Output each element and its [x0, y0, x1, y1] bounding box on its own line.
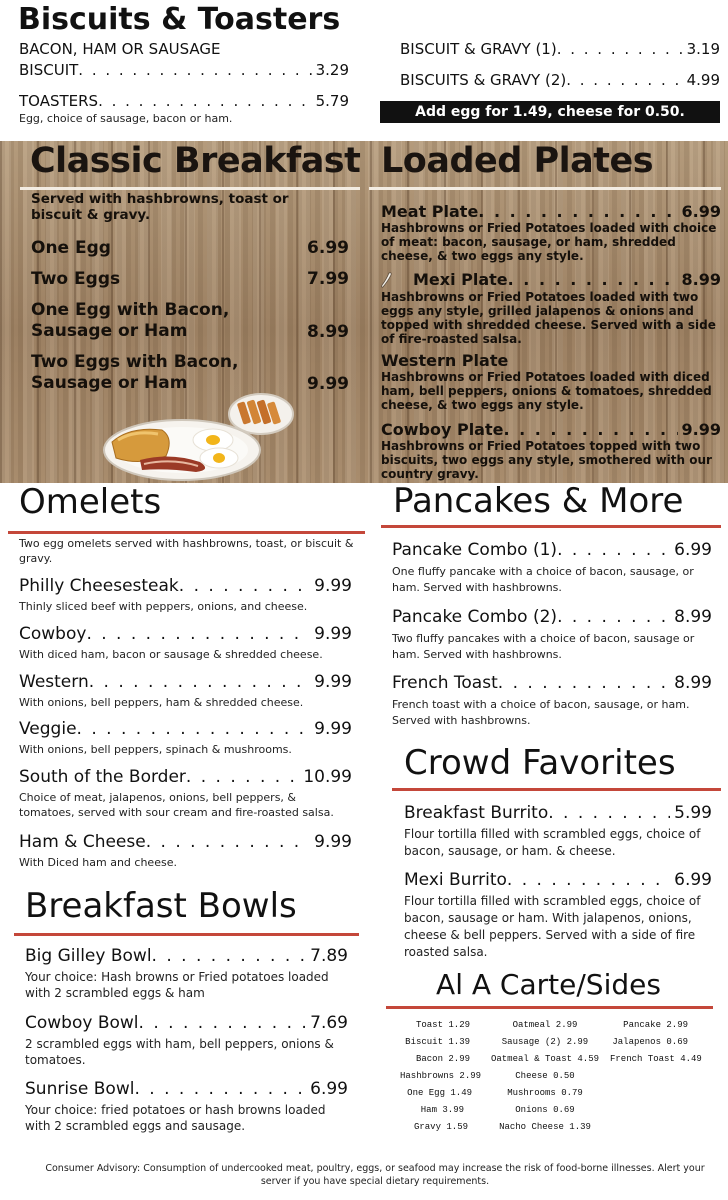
omelet-item	[19, 832, 352, 870]
biscuit-line2: BISCUIT	[19, 61, 79, 79]
gravy2-price: 4.99	[686, 71, 720, 89]
classic-item-one-egg-meat	[31, 300, 349, 342]
side-item: Ham 3.99	[420, 1105, 464, 1115]
loaded-item-desc: Hashbrowns or Fried Potatoes topped with two biscuits, two eggs any style, smothered with our country gravy.	[381, 439, 712, 481]
chili-pepper-icon	[380, 271, 394, 289]
loaded-item-price: 9.99	[681, 420, 721, 439]
omelet-price: 9.99	[314, 832, 352, 852]
bowl-name: Cowboy Bowl	[25, 1013, 139, 1033]
side-item: Bacon 2.99	[415, 1054, 470, 1064]
omelet-name: Cowboy	[19, 624, 87, 644]
omelet-item	[19, 624, 352, 662]
bowl-item	[25, 1079, 348, 1134]
classic-item-price: 6.99	[307, 238, 349, 258]
crowd-price: 5.99	[674, 803, 712, 823]
french-toast-image	[226, 390, 296, 438]
loaded-item-price: 6.99	[681, 202, 721, 221]
toasters-desc: Egg, choice of sausage, bacon or ham.	[19, 112, 233, 125]
side-item: Mushrooms 0.79	[507, 1088, 583, 1098]
biscuit-price: 3.29	[315, 61, 349, 79]
omelet-name: Ham & Cheese	[19, 832, 146, 852]
classic-item-one-egg	[31, 238, 349, 258]
consumer-advisory: Consumer Advisory: Consumption of undercooked meat, poultry, eggs, or seafood may increase the risk of food-borne illnesses. Alert your server if you have special dietary requirements.	[45, 1163, 705, 1187]
omelet-price: 9.99	[314, 576, 352, 596]
biscuits-toasters-title: Biscuits & Toasters	[18, 2, 341, 37]
crowd-name: Breakfast Burrito	[404, 803, 549, 823]
omelet-item	[19, 767, 352, 820]
omelet-desc: With onions, bell peppers, ham & shredded cheese.	[19, 696, 304, 709]
omelet-item	[19, 576, 352, 614]
omelet-name: Veggie	[19, 719, 77, 739]
side-item: Sausage (2) 2.99	[501, 1037, 589, 1047]
side-item: Oatmeal & Toast 4.59	[490, 1054, 600, 1064]
side-item: Nacho Cheese 1.39	[499, 1122, 591, 1132]
omelet-name: Western	[19, 672, 89, 692]
loaded-rule	[369, 187, 721, 190]
pancakes-rule	[381, 525, 721, 528]
omelet-desc: Thinly sliced beef with peppers, onions, and cheese.	[19, 600, 308, 613]
classic-item-name: One Egg with Bacon, Sausage or Ham	[31, 300, 230, 341]
sides-rule	[386, 1006, 713, 1009]
biscuit-line1: BACON, HAM OR SAUSAGE	[19, 40, 221, 58]
pancakes-more-title: Pancakes & More	[393, 481, 684, 521]
bowl-price: 7.89	[310, 946, 348, 966]
toasters-name: TOASTERS	[19, 92, 99, 110]
side-item: Oatmeal 2.99	[512, 1020, 578, 1030]
classic-item-name: One Egg	[31, 238, 111, 258]
classic-item-price: 8.99	[307, 322, 349, 342]
omelet-name: Philly Cheesesteak	[19, 576, 179, 596]
omelet-desc: With Diced ham and cheese.	[19, 856, 177, 869]
crowd-desc: Flour tortilla filled with scrambled eggs, choice of bacon, sausage or ham. With jalapenos, onions, cheese & bell peppers. Served with a side of fire roasted salsa.	[404, 894, 701, 959]
crowd-favorites-title: Crowd Favorites	[404, 743, 676, 783]
omelet-desc: With diced ham, bacon or sausage & shredded cheese.	[19, 648, 323, 661]
bowl-item	[25, 946, 348, 1001]
pancake-item	[392, 607, 712, 663]
pancake-name: French Toast	[392, 673, 498, 693]
side-item: Pancake 2.99	[623, 1020, 688, 1030]
side-item: Hashbrowns 2.99	[400, 1071, 482, 1081]
pancake-desc: French toast with a choice of bacon, sausage, or ham. Served with hashbrowns.	[392, 698, 690, 727]
pancake-name: Pancake Combo (2)	[392, 607, 558, 627]
side-item: Cheese 0.50	[515, 1071, 575, 1081]
loaded-item-desc: Hashbrowns or Fried Potatoes loaded with choice of meat: bacon, sausage, or ham, shredded cheese, & two eggs any style.	[381, 221, 717, 263]
add-egg-promo-bar: Add egg for 1.49, cheese for 0.50.	[380, 101, 720, 123]
crowd-item	[404, 803, 712, 860]
sides-price-grid	[400, 1020, 720, 1150]
omelet-price: 9.99	[314, 624, 352, 644]
toasters-price: 5.79	[315, 92, 349, 110]
classic-breakfast-title: Classic Breakfast	[30, 141, 361, 181]
side-item: Biscuit 1.39	[405, 1037, 470, 1047]
bowl-price: 7.69	[310, 1013, 348, 1033]
crowd-item	[404, 870, 712, 961]
gravy1-item	[400, 40, 720, 58]
classic-item-two-eggs	[31, 269, 349, 289]
loaded-item-desc: Hashbrowns or Fried Potatoes loaded with two eggs any style, grilled jalapenos & onions and topped with shredded cheese. Served with a side of fire-roasted salsa.	[381, 290, 716, 346]
bowl-desc: 2 scrambled eggs with ham, bell peppers, onions & tomatoes.	[25, 1037, 334, 1067]
crowd-desc: Flour tortilla filled with scrambled eggs, choice of bacon, sausage, or ham. & cheese.	[404, 827, 701, 858]
loaded-item-name: Meat Plate	[381, 202, 479, 221]
classic-item-name: Two Eggs	[31, 269, 121, 289]
bowls-rule	[14, 933, 359, 936]
loaded-plates-title: Loaded Plates	[381, 141, 654, 181]
omelet-desc: With onions, bell peppers, spinach & mushrooms.	[19, 743, 292, 756]
classic-item-price: 9.99	[307, 374, 349, 394]
loaded-plate-western	[381, 351, 721, 412]
omelet-name: South of the Border	[19, 767, 186, 787]
classic-item-name: Two Eggs with Bacon, Sausage or Ham	[31, 352, 239, 393]
pancake-name: Pancake Combo (1)	[392, 540, 558, 560]
pancake-price: 6.99	[674, 540, 712, 560]
pancake-price: 8.99	[674, 673, 712, 693]
sides-title: Al A Carte/Sides	[436, 968, 661, 1001]
classic-intro: Served with hashbrowns, toast or biscuit & gravy.	[31, 191, 289, 223]
bowl-name: Big Gilley Bowl	[25, 946, 152, 966]
loaded-plate-mexi	[413, 270, 721, 289]
omelets-title: Omelets	[19, 482, 162, 522]
crowd-name: Mexi Burrito	[404, 870, 507, 890]
classic-item-two-eggs-meat	[31, 352, 349, 394]
crowd-rule	[392, 788, 721, 791]
omelet-price: 9.99	[314, 672, 352, 692]
loaded-plate-cowboy	[381, 420, 721, 481]
loaded-plate-meat	[381, 202, 721, 263]
side-item: Gravy 1.59	[413, 1122, 468, 1132]
omelet-item	[19, 719, 352, 757]
pancake-desc: One fluffy pancake with a choice of bacon, sausage, or ham. Served with hashbrowns.	[392, 565, 694, 594]
side-item: Jalapenos 0.69	[612, 1037, 688, 1047]
omelet-desc: Choice of meat, jalapenos, onions, bell peppers, & tomatoes, served with sour cream and fire-roasted salsa.	[19, 791, 334, 819]
bowl-item	[25, 1013, 348, 1068]
side-item: French Toast 4.49	[610, 1054, 702, 1064]
bowl-desc: Your choice: Hash browns or Fried potatoes loaded with 2 scrambled eggs & ham	[25, 970, 329, 1000]
loaded-item-desc: Hashbrowns or Fried Potatoes loaded with diced ham, bell peppers, onions & tomatoes, shredded cheese, & two eggs any style.	[381, 370, 712, 412]
omelet-price: 10.99	[303, 767, 352, 787]
gravy2-item	[400, 71, 720, 89]
side-item: Onions 0.69	[515, 1105, 575, 1115]
toasters-item	[19, 92, 349, 126]
loaded-item-name: Cowboy Plate	[381, 420, 504, 439]
gravy1-name: BISCUIT & GRAVY (1)	[400, 40, 557, 58]
pancake-item	[392, 540, 712, 596]
bowl-price: 6.99	[310, 1079, 348, 1099]
loaded-item-name: Mexi Plate	[413, 270, 508, 289]
side-item: One Egg 1.49	[407, 1088, 472, 1098]
bowl-desc: Your choice: fried potatoes or hash browns loaded with 2 scrambled eggs and sausage.	[25, 1103, 326, 1133]
side-item: Toast 1.29	[415, 1020, 470, 1030]
pancake-desc: Two fluffy pancakes with a choice of bacon, sausage or ham. Served with hashbrowns.	[392, 632, 695, 661]
omelet-item	[19, 672, 352, 710]
loaded-item-price: 8.99	[681, 270, 721, 289]
breakfast-bowls-title: Breakfast Bowls	[25, 886, 297, 926]
pancake-item	[392, 673, 712, 729]
bowl-name: Sunrise Bowl	[25, 1079, 135, 1099]
gravy2-name: BISCUITS & GRAVY (2)	[400, 71, 567, 89]
biscuit-item	[19, 40, 349, 79]
crowd-price: 6.99	[674, 870, 712, 890]
pancake-price: 8.99	[674, 607, 712, 627]
classic-item-price: 7.99	[307, 269, 349, 289]
omelet-price: 9.99	[314, 719, 352, 739]
gravy1-price: 3.19	[686, 40, 720, 58]
omelets-intro: Two egg omelets served with hashbrowns, toast, or biscuit & gravy.	[19, 537, 354, 565]
classic-rule	[20, 187, 360, 190]
omelets-rule	[8, 531, 365, 534]
loaded-item-name: Western Plate	[381, 351, 509, 370]
